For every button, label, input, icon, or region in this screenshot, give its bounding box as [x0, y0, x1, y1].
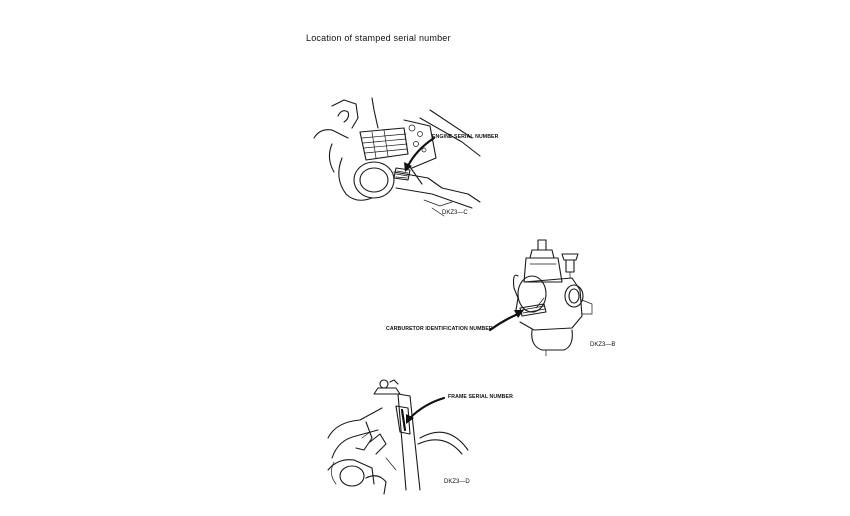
frame-figure-code: DKZ3—D — [444, 479, 470, 485]
engine-figure-code: DKZ3—C — [442, 210, 468, 216]
frame-figure — [326, 378, 546, 498]
engine-serial-number-callout: ENGINE SERIAL NUMBER — [432, 134, 499, 140]
carburetor-identification-number-callout: CARBURETOR IDENTIFICATION NUMBER — [386, 326, 493, 332]
frame-serial-number-callout: FRAME SERIAL NUMBER — [448, 394, 513, 400]
engine-illustration — [312, 98, 482, 228]
carburetor-figure — [386, 238, 626, 358]
frame-illustration — [326, 378, 546, 498]
engine-figure — [312, 98, 499, 228]
carburetor-illustration — [386, 238, 626, 358]
carburetor-figure-code: DKZ3—B — [590, 342, 616, 348]
page-title: Location of stamped serial number — [306, 33, 451, 43]
